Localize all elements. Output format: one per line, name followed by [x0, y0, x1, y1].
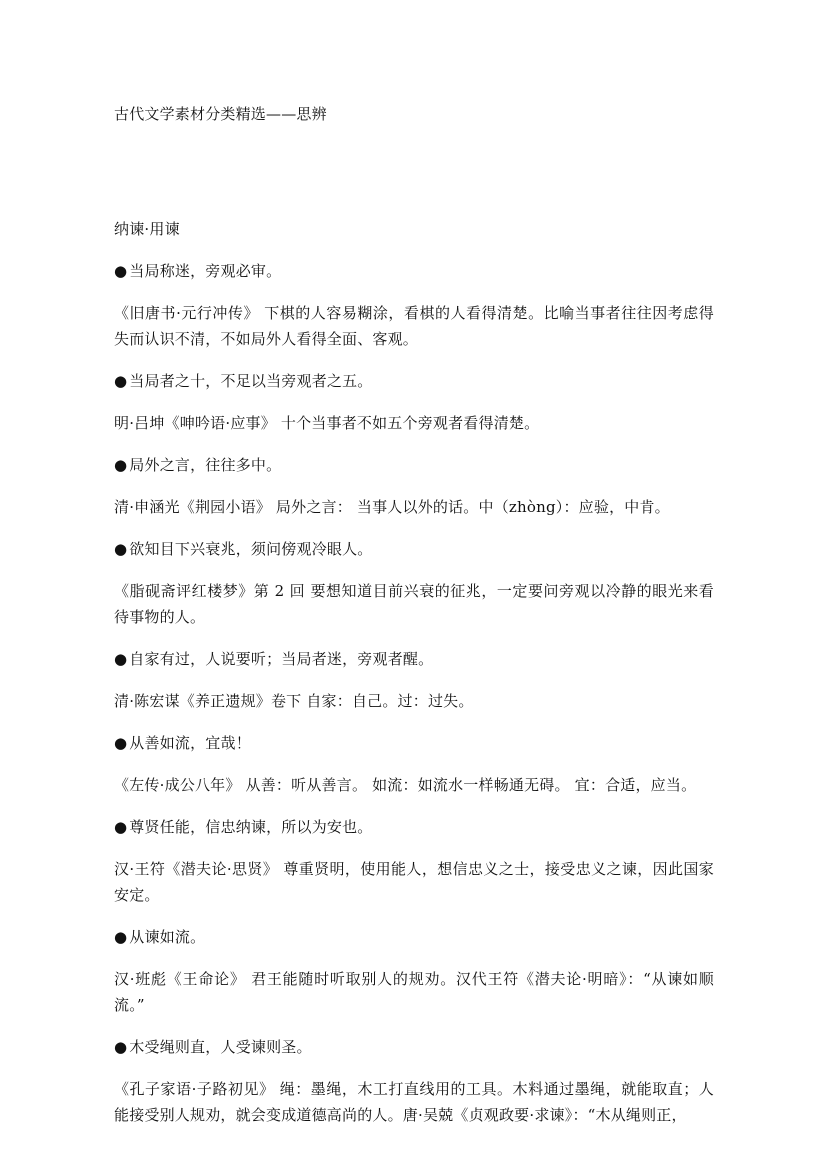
document-title: 古代文学素材分类精选——思辨 [114, 105, 327, 123]
explanation-paragraph: 《旧唐书·元行冲传》 下棋的人容易糊涂，看棋的人看得清楚。比喻当事者往往因考虑得失而认识不清，不如局外人看得全面、客观。 [114, 304, 714, 348]
quote-paragraph: ● 自家有过，人说要听；当局者迷，旁观者醒。 [114, 646, 714, 672]
quote-paragraph: ● 当局者之十，不足以当旁观者之五。 [114, 368, 714, 394]
explanation-paragraph: 《孔子家语·子路初见》 绳：墨绳，木工打直线用的工具。木料通过墨绳，就能取直；人能接受别人规劝，就会变成道德高尚的人。唐·吴兢《贞观政要·求谏》：“木从绳则正， [114, 1080, 714, 1124]
explanation-paragraph: 清·陈宏谋《养正遗规》卷下 自家：自己。过：过失。 [114, 692, 474, 710]
explanation-paragraph: 《脂砚斋评红楼梦》第 2 回 要想知道目前兴衰的征兆，一定要问旁观以冷静的眼光来看待事物的人。 [114, 582, 714, 626]
quote-paragraph: ● 局外之言，往往多中。 [114, 452, 714, 478]
quote-paragraph: ● 尊贤任能，信忠纳谏，所以为安也。 [114, 814, 714, 840]
quote-paragraph: ● 欲知目下兴衰兆，须问傍观冷眼人。 [114, 536, 714, 562]
quote-paragraph: ● 木受绳则直，人受谏则圣。 [114, 1034, 714, 1060]
quote-paragraph: ● 从善如流，宜哉！ [114, 730, 714, 756]
explanation-paragraph: 《左传·成公八年》 从善：听从善言。 如流：如流水一样畅通无碍。 宜：合适，应当。 [114, 776, 697, 794]
explanation-paragraph: 清·申涵光《荆园小语》 局外之言： 当事人以外的话。中（zhòng）：应验，中肯。 [114, 498, 670, 516]
explanation-paragraph: 汉·班彪《王命论》 君王能随时听取别人的规劝。汉代王符《潜夫论·明暗》：“从谏如顺流。” [114, 970, 714, 1014]
section-heading: 纳谏·用谏 [114, 220, 180, 238]
quote-paragraph: ● 从谏如流。 [114, 924, 714, 950]
document-body [114, 216, 714, 1144]
explanation-paragraph: 明·吕坤《呻吟语·应事》 十个当事者不如五个旁观者看得清楚。 [114, 414, 540, 432]
quote-paragraph: ● 当局称迷，旁观必审。 [114, 258, 714, 284]
explanation-paragraph: 汉·王符《潜夫论·思贤》 尊重贤明，使用能人，想信忠义之士，接受忠义之谏，因此国家安定。 [114, 860, 714, 904]
